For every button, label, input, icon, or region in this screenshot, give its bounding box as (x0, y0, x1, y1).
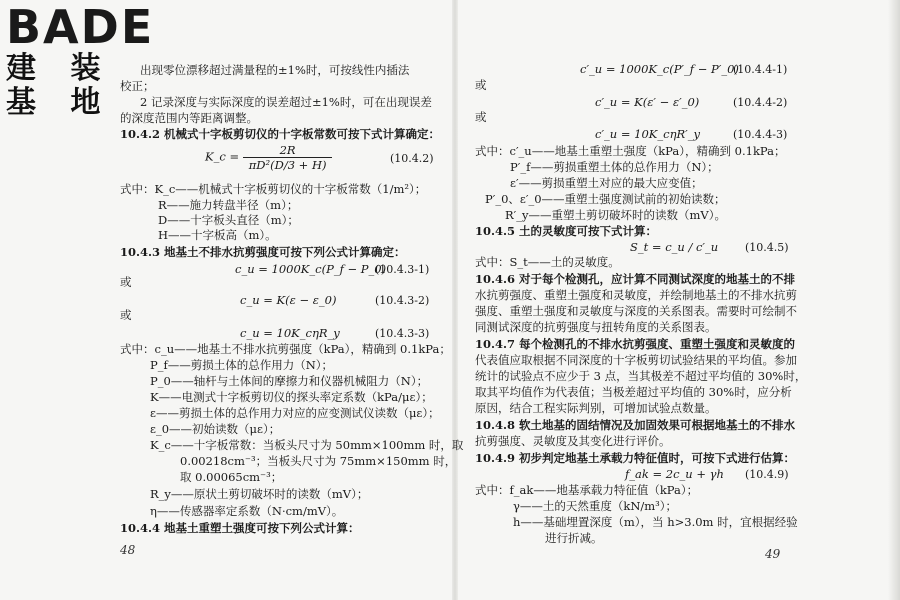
symbol-definition: ε′——剪损重塑土对应的最大应变值； (510, 176, 703, 190)
body-line: 同测试深度的抗剪强度与扭转角度的关系图表。 (475, 320, 717, 334)
body-line: 强度、重塑土强度和灵敏度与深度的关系图表。需要时可绘制不 (475, 304, 797, 318)
symbol-definition: ε——剪损土体的总作用力对应的应变测试仪读数（με）； (150, 406, 440, 420)
equation-number: (10.4.4-3) (733, 128, 788, 141)
clause-10-4-3: 10.4.3 地基土不排水抗剪强度可按下列公式计算确定： (120, 245, 406, 259)
equation-10-4-4-1: c′_u = 1000K_c(P′_f − P′_0) (580, 62, 739, 76)
equation-number: (10.4.3-1) (375, 263, 430, 276)
symbol-definition: P_f——剪损土体的总作用力（N）； (150, 358, 334, 372)
equation-10-4-3-2: c_u = K(ε − ε_0) (240, 293, 337, 307)
equation-number: (10.4.5) (745, 241, 789, 254)
watermark-subtitle: 建 装 基 地 (6, 51, 113, 120)
symbol-definition: γ——土的天然重度（kN/m³）； (513, 499, 678, 513)
eq-denominator: πD²(D/3 + H) (248, 158, 327, 172)
watermark-brand: BADE (6, 0, 155, 54)
symbol-definition: η——传感器率定系数（N·cm/mV）。 (150, 504, 344, 518)
clause-10-4-9: 10.4.9 初步判定地基土承载力特征值时，可按下式进行估算： (475, 451, 796, 465)
clause-10-4-8: 10.4.8 软土地基的固结情况及加固效果可根据地基土的不排水 (475, 418, 796, 432)
equation-number: (10.4.4-2) (733, 96, 788, 109)
symbol-definition: R——施力转盘半径（m）； (158, 198, 299, 212)
body-line: 抗剪强度、灵敏度及其变化进行评价。 (475, 434, 671, 448)
body-line: 水抗剪强度、重塑土强度和灵敏度，并绘制地基土的不排水抗剪 (475, 288, 797, 302)
symbol-definition: 取 0.00065cm⁻³； (180, 470, 283, 484)
clause-10-4-2: 10.4.2 机械式十字板剪切仪的十字板常数可按下式计算确定： (120, 127, 441, 141)
body-line: 出现零位漂移超过满量程的±1%时，可按线性内插法 (140, 63, 410, 77)
body-line: 2 记录深度与实际深度的误差超过±1%时，可在出现误差 (140, 95, 432, 109)
equation-10-4-9: f_ak = 2c_u + γh (625, 467, 724, 481)
equation-10-4-2 (205, 143, 332, 177)
symbol-definition: R_y——原状土剪切破坏时的读数（mV）； (150, 487, 369, 501)
symbol-definition: P′_0、ε′_0——重塑土强度测试前的初始读数； (485, 192, 726, 206)
or-text: 或 (120, 308, 132, 322)
eq-numerator: 2R (243, 143, 333, 158)
symbol-definition: K_c——十字板常数：当板头尺寸为 50mm×100mm 时，取 (150, 438, 464, 452)
body-line: 代表值应取根据不同深度的十字板剪切试验结果的平均值。参加 (475, 353, 797, 367)
symbol-definition: 式中：f_ak——地基承载力特征值（kPa）； (475, 483, 699, 497)
body-line: 统计的试验点不应少于 3 点，当其极差不超过平均值的 30%时， (475, 369, 807, 383)
eq-fraction (243, 143, 333, 172)
symbol-definition: 进行折减。 (545, 531, 603, 545)
symbol-definition: 式中：c_u——地基土不排水抗剪强度（kPa），精确到 0.1kPa； (120, 342, 451, 356)
equation-10-4-3-1: c_u = 1000K_c(P_f − P_0) (235, 262, 387, 276)
symbol-definition: P′_f——剪损重塑土体的总作用力（N）； (510, 160, 719, 174)
symbol-definition: K——电测式十字板剪切仪的探头率定系数（kPa/με）； (150, 390, 433, 404)
body-line: 的深度范围内等距离调整。 (120, 111, 258, 125)
body-line: 原因，结合工程实际判别，可增加试验点数量。 (475, 401, 717, 415)
equation-number: (10.4.3-2) (375, 294, 430, 307)
clause-10-4-5: 10.4.5 土的灵敏度可按下式计算： (475, 224, 658, 238)
equation-number: (10.4.3-3) (375, 327, 430, 340)
symbol-definition: H——十字板高（m）。 (158, 228, 277, 242)
page-number: 48 (120, 543, 136, 557)
clause-10-4-4: 10.4.4 地基土重塑土强度可按下列公式计算： (120, 521, 360, 535)
symbol-definition: 式中：c′_u——地基土重塑土强度（kPa），精确到 0.1kPa； (475, 144, 786, 158)
symbol-definition: R′_y——重塑土剪切破坏时的读数（mV）。 (505, 208, 726, 222)
watermark-logo (6, 0, 176, 120)
equation-10-4-5: S_t = c_u / c′_u (630, 240, 719, 254)
or-text: 或 (120, 275, 132, 289)
clause-10-4-6: 10.4.6 对于每个检测孔，应计算不同测试深度的地基土的不排 (475, 272, 796, 286)
or-text: 或 (475, 78, 487, 92)
eq-lhs: K_c = (205, 149, 240, 164)
symbol-definition: 式中：S_t——土的灵敏度。 (475, 255, 620, 269)
symbol-definition: 式中：K_c——机械式十字板剪切仪的十字板常数（1/m²）； (120, 182, 427, 196)
symbol-definition: h——基础埋置深度（m），当 h>3.0m 时，宜根据经验 (513, 515, 798, 529)
symbol-definition: 0.00218cm⁻³；当板头尺寸为 75mm×150mm 时， (180, 454, 457, 468)
equation-number: (10.4.9) (745, 468, 789, 481)
equation-10-4-3-3: c_u = 10K_cηR_y (240, 326, 340, 340)
symbol-definition: ε_0——初始读数（με）； (150, 422, 281, 436)
right-page (455, 0, 900, 600)
equation-10-4-4-3: c′_u = 10K_cηR′_y (595, 127, 700, 141)
clause-10-4-7: 10.4.7 每个检测孔的不排水抗剪强度、重塑土强度和灵敏度的 (475, 337, 796, 351)
page-number: 49 (765, 547, 781, 561)
body-line: 校正； (120, 79, 155, 93)
body-line: 取其平均值作为代表值；当极差超过平均值的 30%时，应分析 (475, 385, 792, 399)
equation-10-4-4-2: c′_u = K(ε′ − ε′_0) (595, 95, 700, 109)
equation-number: (10.4.4-1) (733, 63, 788, 76)
symbol-definition: D——十字板头直径（m）； (158, 213, 299, 227)
symbol-definition: P_0——轴杆与土体间的摩擦力和仪器机械阻力（N）； (150, 374, 429, 388)
equation-number: (10.4.2) (390, 152, 434, 165)
or-text: 或 (475, 110, 487, 124)
